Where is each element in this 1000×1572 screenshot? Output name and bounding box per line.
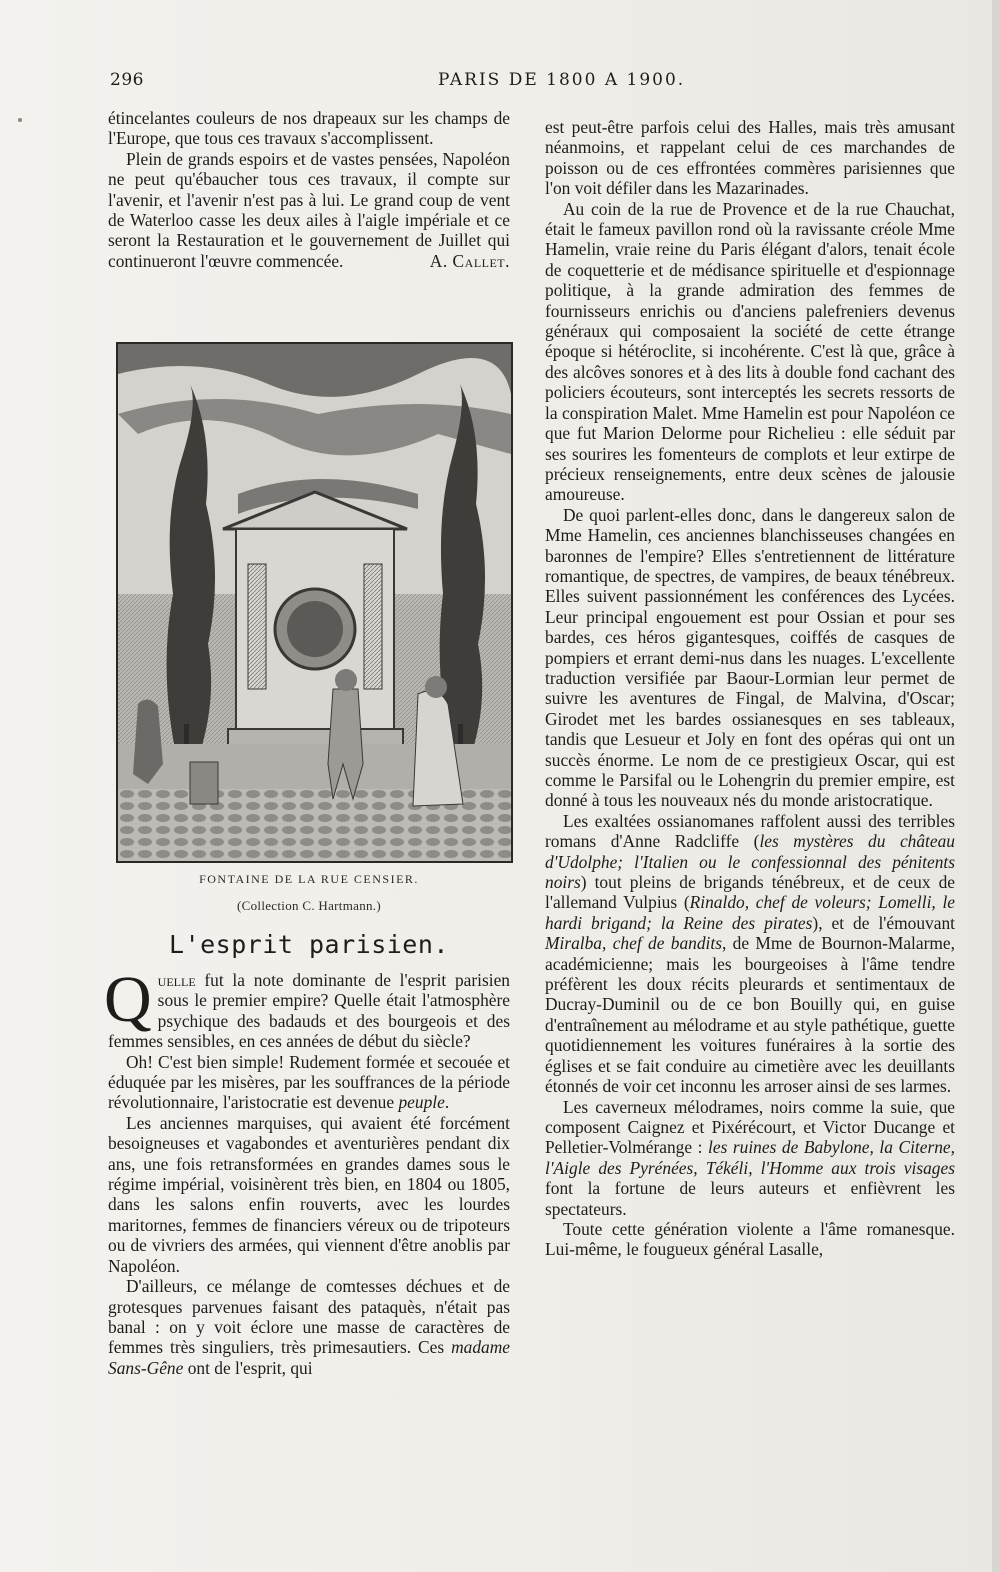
margin-mark xyxy=(18,118,22,122)
title-vulpius: Rinaldo, chef de voleurs; Lomelli, le hardi brigand; la Reine des pirates xyxy=(545,892,956,933)
page-number: 296 xyxy=(110,70,144,90)
right-column xyxy=(545,117,955,1260)
title-melodrames: les ruines de Babylone, la Citerne, l'Aigle des Pyrénées, Tékéli, l'Homme aux trois visages xyxy=(545,1137,955,1178)
article-paragraph-2-end: . xyxy=(444,1092,450,1113)
p5-text-b: font la fortune de leurs auteurs et enfièvrent les spectateurs. xyxy=(545,1178,955,1219)
fountain-engraving xyxy=(118,344,511,861)
article-paragraph-3: Les anciennes marquises, qui avaient été forcément besoigneuses et vagabondes et aventurières pendant dix ans, une fois retransformées en grandes dames sous le régime impérial, voisinèrent très bien, en 1804 ou 1805, dans les salons enfin rouverts, avec les lourdes maritornes, femmes de financiers véreux ou de tripoteurs ou de vivriers des armées, qui viennent d'être anoblis par Napoléon. xyxy=(108,1112,510,1276)
title-miralba: Miralba, chef de bandits xyxy=(545,933,722,954)
right-paragraph-6: Toute cette génération violente a l'âme romanesque. Lui-même, le fougueux général Lasalle, xyxy=(545,1218,955,1260)
right-paragraph-5 xyxy=(545,1097,955,1219)
left-paragraph-2-text: Plein de grands espoirs et de vastes pensées, Napoléon ne peut qu'ébaucher tous ces travaux, il compte sur l'avenir, et l'avenir n'est pas à lui. Le grand coup de vent de Waterloo casse les deux ailes à l'aigle impériale et ce seront la Restauration et le gouvernement de Juillet qui continueront l'œuvre commencée. xyxy=(108,148,510,271)
p4-text-c: ), et de l'émouvant xyxy=(812,912,955,933)
left-paragraph-2 xyxy=(108,149,510,271)
p4-text-a: Les exaltées ossianomanes raffolent aussi des terribles romans d'Anne Radcliffe ( xyxy=(545,810,955,852)
right-paragraph-4 xyxy=(545,811,955,1097)
emphasis-sans-gene: madame Sans-Gêne xyxy=(108,1337,510,1378)
article-paragraph-2 xyxy=(108,1052,510,1113)
left-column xyxy=(108,108,510,271)
right-paragraph-1: est peut-être parfois celui des Halles, mais très amusant néanmoins, et rappelant celui de ces marchandes de poisson ou de ces effrontées commères parisiennes que l'on voit défiler dans les Mazarinades. xyxy=(545,117,955,199)
figure-caption-title: FONTAINE DE LA RUE CENSIER. xyxy=(199,872,419,886)
article-paragraph-4 xyxy=(108,1276,510,1378)
p4-text-b: ) tout pleins de brigands ténébreux, et de ceux de l'allemand Vulpius ( xyxy=(545,872,955,913)
article-paragraph-4-text: D'ailleurs, ce mélange de comtesses déchues et de grotesques parvenues faisant des pataquès, n'était pas banal : on y voit éclore une masse de caractères de femmes très singuliers, très primesautiers. Ces xyxy=(108,1276,510,1358)
p4-text-d: , de Mme de Bournon-Malarme, académicienne; mais les bourgeoises à l'âme tendre préfèrent les doux récits pleurards et sentimentaux de Ducray-Duminil ou de ce bon Bouilly qui, en guise d'entraînement au mélodrame et au style pathétique, guette quotidiennement les voitures funéraires à la sortie des églises et se fait conduire au cimetière avec les deuillants étonnés de voir cet inconnu les arroser ainsi de ses larmes. xyxy=(545,933,955,1097)
article-paragraph-1 xyxy=(108,970,510,1052)
p5-text-a: Les caverneux mélodrames, noirs comme la suie, que composent Caignez et Pixérécourt, et Victor Ducange et Pelletier-Volmérange : xyxy=(545,1096,955,1158)
article-paragraph-4-end: ont de l'esprit, qui xyxy=(183,1357,313,1378)
article-paragraph-1-text: fut la note dominante de l'esprit parisien sous le premier empire? Quelle était l'atmosphère psychique des badauds et des bourgeois et des femmes sensibles, en ces années de début du siècle? xyxy=(108,970,510,1052)
engraving-illustration xyxy=(116,342,513,863)
title-radcliffe: les mystères du château d'Udolphe; l'Italien ou le confessionnal des pénitents noirs xyxy=(545,831,955,893)
page-edge xyxy=(992,0,1000,1572)
right-paragraph-3: De quoi parlent-elles donc, dans le dangereux salon de Mme Hamelin, ces anciennes blanchisseuses changées en baronnes de l'empire? Elles s'entretiennent de littérature romantique, de spectres, de vampires, de beaux ténébreux. Elles suivent passionnément les conférences des Lycées. Leur principal engouement est pour Ossian et pour ses bardes, ces héros gigantesques, coiffés de casques de pompiers et errant demi-nus dans les nuages. L'excellente traduction versifiée par Baour-Lormian leur permet de suivre les aventures de Fingal, de Malvina, d'Oscar; Girodet met les bardes ossianesques en ses tableaux, tandis que Lesueur et Joly en font des opéras qui ont un succès énorme. Le nom de ce prestigieux Oscar, qui est comme le Parsifal ou le Lohengrin du premier empire, est donné à tous les nouveaux nés du monde aristocratique. xyxy=(545,504,955,811)
author-signature: A. Callet. xyxy=(429,250,510,271)
article-body-left xyxy=(104,963,510,1378)
section-heading: L'esprit parisien. xyxy=(169,930,449,959)
emphasis-peuple: peuple xyxy=(398,1092,445,1113)
page-header xyxy=(110,70,955,100)
lead-smallcaps: uelle xyxy=(157,970,196,990)
running-title: PARIS DE 1800 A 1900. xyxy=(438,70,686,90)
drop-cap: Q xyxy=(104,963,152,1036)
right-paragraph-2: Au coin de la rue de Provence et de la rue Chauchat, était le fameux pavillon rond où la ravissante créole Mme Hamelin, vraie reine du Paris élégant d'alors, tenait école de coquetterie et de médisance spirituelle et d'espionnage politique, à la grande admiration des femmes de fournisseurs enrichis ou d'anciens palefreniers devenus généraux qui composaient la société de cette étrange époque si hétéroclite, si incohérente. C'est là que, grâce à des alcôves sonores et à des lits à double fond cachant des policiers écouteurs, sont interceptés les secrets ressorts de la conspiration Malet. Mme Hamelin est pour Napoléon ce que fut Marion Delorme pour Richelieu : elle séduit par ses sourires les fomenteurs de complots et leur extirpe de précieux renseignements, entre deux scènes de jalousie amoureuse. xyxy=(545,198,955,505)
figure-caption-credit: (Collection C. Hartmann.) xyxy=(237,898,381,913)
article-paragraph-2-text: Oh! C'est bien simple! Rudement formée et secouée et éduquée par les misères, par les souffrances de la période révolutionnaire, l'aristocratie est devenue xyxy=(108,1051,510,1113)
left-paragraph-1: étincelantes couleurs de nos drapeaux sur les champs de l'Europe, que tous ces travaux s'accomplissent. xyxy=(108,108,510,149)
